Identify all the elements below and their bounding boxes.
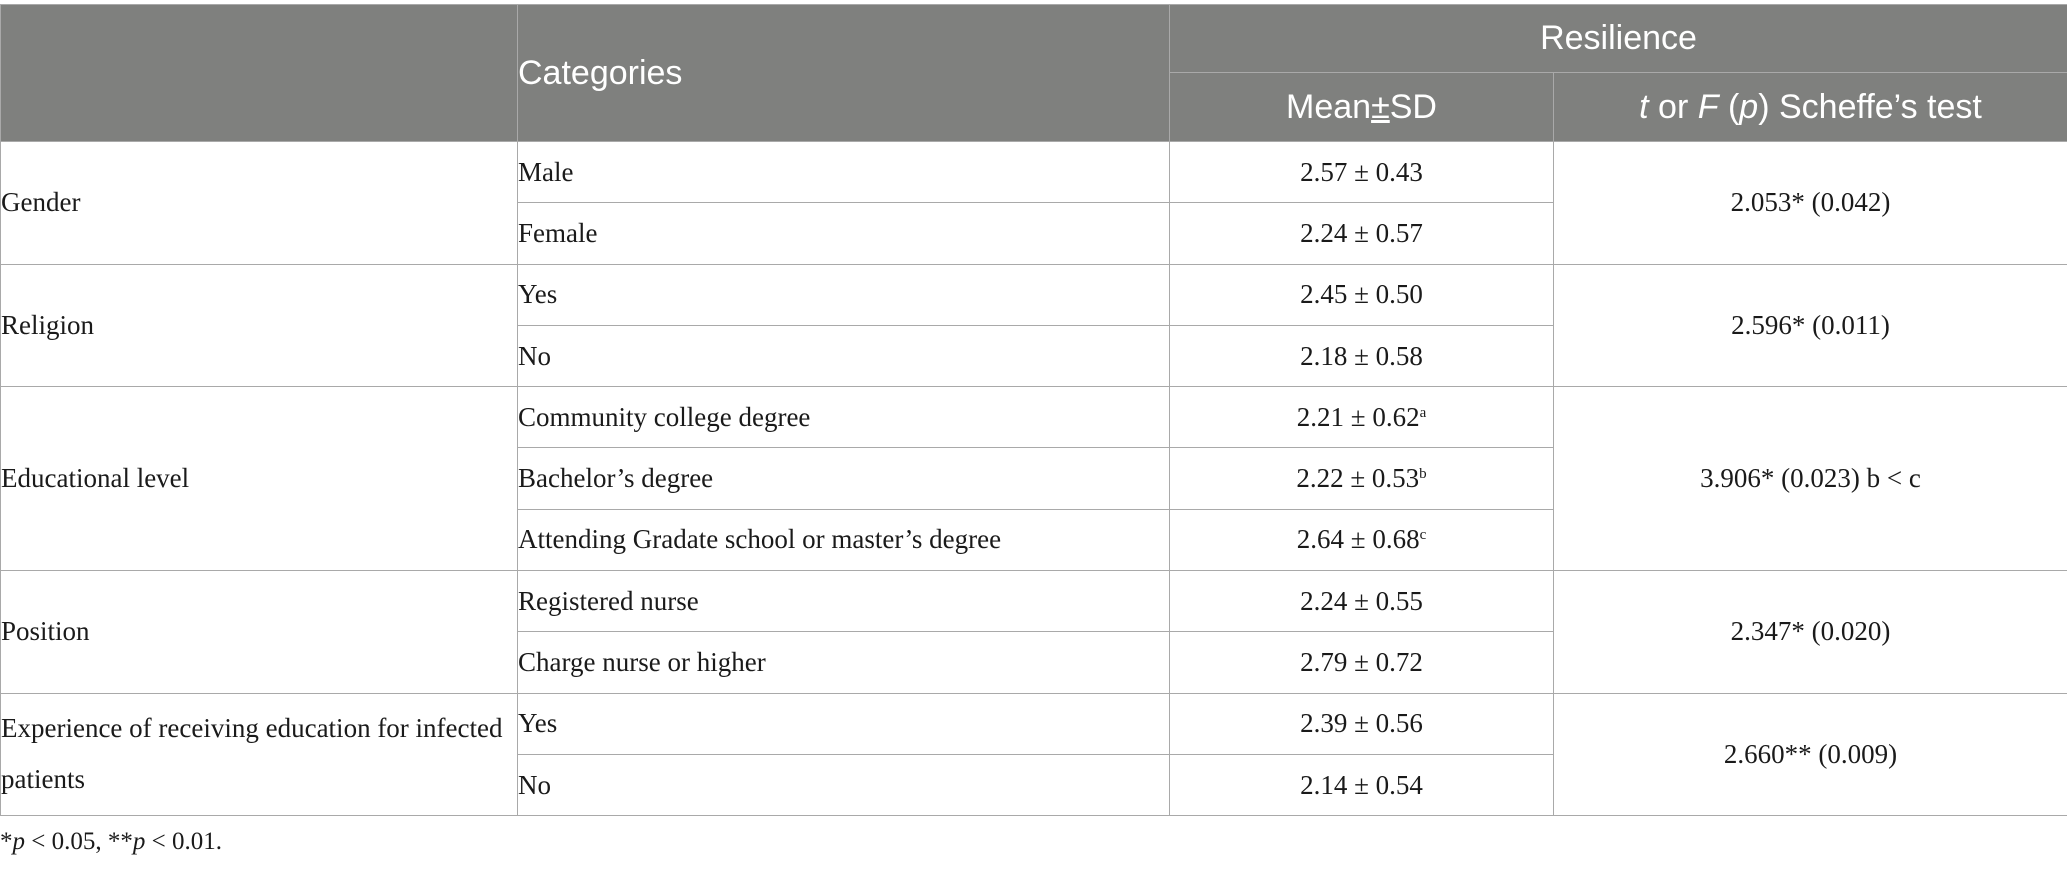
mean-sd-cell <box>1170 264 1554 325</box>
footnote-p-symbol: p <box>12 828 25 855</box>
group-cell: Experience of receiving education for infected patients <box>1 693 518 816</box>
or-text: or <box>1648 87 1698 126</box>
category-cell: No <box>518 325 1170 386</box>
category-cell: No <box>518 754 1170 815</box>
scheffe-label: ) Scheffe’s test <box>1758 87 1982 126</box>
table-row <box>1 571 2067 632</box>
category-cell: Registered nurse <box>518 571 1170 632</box>
mean-sd-cell <box>1170 632 1554 693</box>
mean-sd-value: 2.21 ± 0.62 <box>1296 401 1420 432</box>
test-stat-cell: 2.596* (0.011) <box>1554 264 2067 387</box>
sd-label: SD <box>1389 87 1437 126</box>
mean-sd-cell <box>1170 387 1554 448</box>
category-cell: Male <box>518 142 1170 203</box>
group-cell: Position <box>1 571 518 694</box>
group-cell: Gender <box>1 142 518 265</box>
test-stat-cell: 2.053* (0.042) <box>1554 142 2067 265</box>
test-stat-cell: 3.906* (0.023) b < c <box>1554 387 2067 571</box>
table-row <box>1 693 2067 754</box>
group-superscript: c <box>1419 527 1427 544</box>
mean-sd-value: 2.79 ± 0.72 <box>1300 647 1423 678</box>
mean-sd-value: 2.45 ± 0.50 <box>1300 279 1423 310</box>
category-cell: Yes <box>518 693 1170 754</box>
resilience-table <box>0 4 2067 816</box>
table-row <box>1 387 2067 448</box>
table-footnote <box>0 828 222 856</box>
mean-sd-cell <box>1170 509 1554 570</box>
resilience-header: Resilience <box>1170 5 2067 73</box>
mean-sd-cell <box>1170 203 1554 264</box>
footnote-threshold-2: < 0.01. <box>145 828 222 855</box>
table-body <box>1 142 2067 816</box>
table-row <box>1 264 2067 325</box>
category-cell: Female <box>518 203 1170 264</box>
test-stat-cell: 2.660** (0.009) <box>1554 693 2067 816</box>
mean-sd-cell <box>1170 571 1554 632</box>
group-cell: Educational level <box>1 387 518 571</box>
table-row <box>1 142 2067 203</box>
group-superscript: b <box>1419 466 1427 483</box>
paren-open: ( <box>1718 87 1740 126</box>
p-symbol: p <box>1739 87 1759 126</box>
mean-sd-cell <box>1170 325 1554 386</box>
category-cell: Charge nurse or higher <box>518 632 1170 693</box>
header-empty-cell <box>1 5 518 142</box>
mean-sd-cell <box>1170 448 1554 509</box>
category-cell: Yes <box>518 264 1170 325</box>
category-cell: Attending Gradate school or master’s degree <box>518 509 1170 570</box>
categories-header: Categories <box>518 5 1170 142</box>
plus-minus-symbol: ± <box>1371 87 1390 126</box>
f-symbol: F <box>1697 87 1719 126</box>
t-symbol: t <box>1639 87 1649 126</box>
footnote-star: * <box>0 828 13 855</box>
mean-sd-value: 2.64 ± 0.68 <box>1296 524 1420 555</box>
mean-sd-cell <box>1170 693 1554 754</box>
group-cell: Religion <box>1 264 518 387</box>
mean-label: Mean <box>1286 87 1372 126</box>
mean-sd-value: 2.39 ± 0.56 <box>1300 708 1423 739</box>
mean-sd-header <box>1170 73 1554 142</box>
table-header <box>1 5 2067 142</box>
mean-sd-value: 2.14 ± 0.54 <box>1300 769 1423 800</box>
test-header <box>1554 73 2067 142</box>
mean-sd-cell <box>1170 142 1554 203</box>
mean-sd-value: 2.22 ± 0.53 <box>1296 463 1420 494</box>
mean-sd-cell <box>1170 754 1554 815</box>
mean-sd-value: 2.24 ± 0.57 <box>1300 217 1423 248</box>
mean-sd-value: 2.24 ± 0.55 <box>1300 585 1423 616</box>
group-superscript: a <box>1419 404 1427 421</box>
category-cell: Community college degree <box>518 387 1170 448</box>
mean-sd-value: 2.18 ± 0.58 <box>1300 340 1423 371</box>
test-stat-cell: 2.347* (0.020) <box>1554 571 2067 694</box>
footnote-p-symbol: p <box>132 828 146 855</box>
mean-sd-value: 2.57 ± 0.43 <box>1300 156 1423 187</box>
category-cell: Bachelor’s degree <box>518 448 1170 509</box>
footnote-threshold-1: < 0.05, ** <box>25 828 133 855</box>
